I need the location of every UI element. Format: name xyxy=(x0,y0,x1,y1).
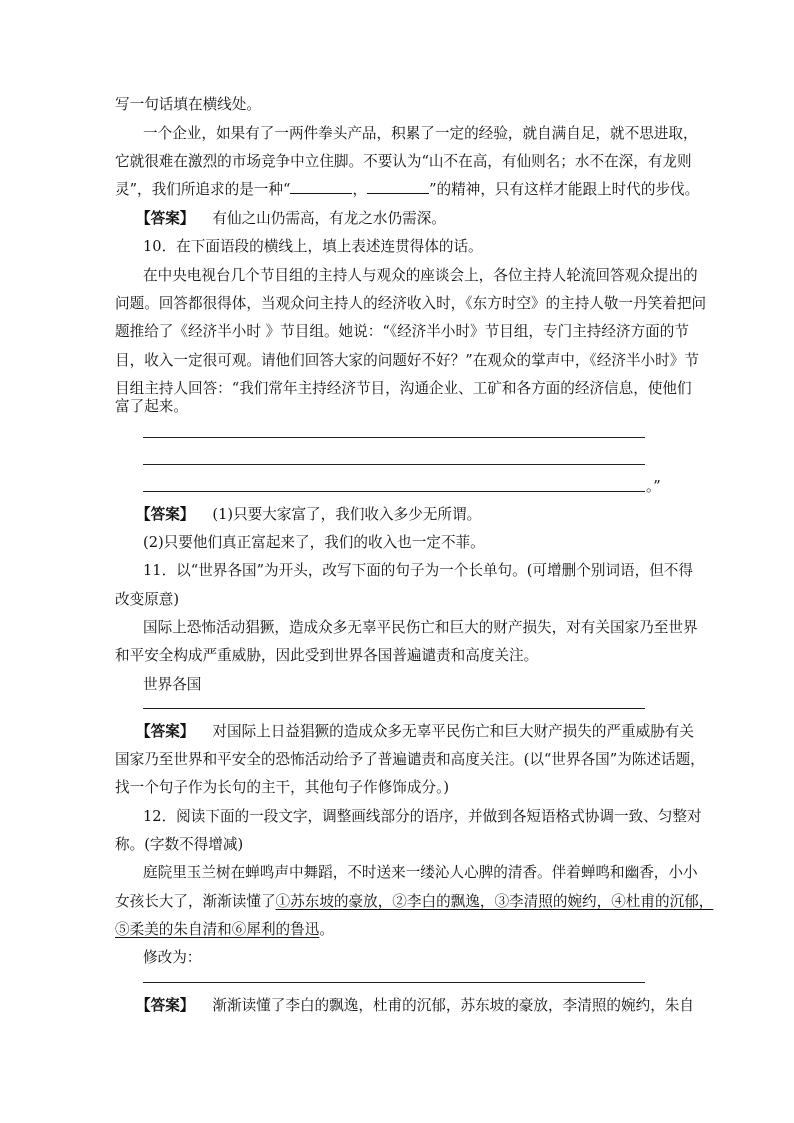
q11-answer-2: 国家乃至世界和平安全的恐怖活动给予了普遍谴责和高度关注。(以“世界各国”为陈述话题， xyxy=(115,751,705,768)
q10-paragraph-line-3: 题推给了《经济半小时 》节目组。她说：“《经济半小时》节目组，专门主持经济方面的节 xyxy=(115,323,689,340)
q10-answer-2: (2)只要他们真正富起来了，我们的收入也一定不菲。 xyxy=(143,534,485,551)
q12-revise-label: 修改为： xyxy=(143,949,202,966)
q12-title-line-2: 称。(字数不得增减) xyxy=(115,836,244,853)
q9-paragraph-line-2: 它就很难在激烈的市场竞争中立住脚。不要认为“山不在高，有仙则名；水不在深，有龙则 xyxy=(115,153,692,170)
q9-paragraph-line-1: 一个企业，如果有了一两件拳头产品，积累了一定的经验，就自满自足，就不思进取， xyxy=(143,125,698,142)
q10-paragraph-line-1: 在中央电视台几个节目组的主持人与观众的座谈会上，各位主持人轮流回答观众提出的 xyxy=(143,267,698,284)
q12-answer-line[interactable] xyxy=(143,982,645,983)
q9-blank-1[interactable] xyxy=(290,180,352,194)
q9-answer-line xyxy=(136,209,706,229)
q12-title-line-1: 12．阅读下面的一段文字，调整画线部分的语序，并做到各短语格式协调一致、匀整对 xyxy=(143,808,702,825)
q12-passage-line-1: 庭院里玉兰树在蝉鸣声中舞蹈，不时送来一缕沁人心脾的清香。伴着蝉鸣和幽香，小小 xyxy=(143,864,698,881)
q10-answer-line xyxy=(136,505,706,525)
q12-underlined-part-2: ⑤柔美的朱自清和⑥犀利的鲁迅 xyxy=(115,921,320,938)
q11-lead-phrase: 世界各国 xyxy=(143,676,202,693)
q10-answer-1: (1)只要大家富了，我们收入多少无所谓。 xyxy=(212,506,482,523)
q11-sentence-line-1: 国际上恐怖活动猖獗，造成众多无辜平民伤亡和巨大的财产损失，对有关国家乃至世界 xyxy=(143,619,698,636)
q9-paragraph-line-3 xyxy=(115,180,700,200)
q11-answer-1: 对国际上日益猖獗的造成众多无辜平民伤亡和巨大财产损失的严重威胁有关 xyxy=(212,723,694,740)
q10-answer-label: 【答案】 xyxy=(136,506,195,523)
q9-blank-2[interactable] xyxy=(367,180,429,194)
q11-answer-line[interactable] xyxy=(143,708,645,709)
q12-answer-text: 渐渐读懂了李白的飘逸，杜甫的沉郁，苏东坡的豪放，李清照的婉约，朱自 xyxy=(212,997,694,1014)
q12-passage-line-3 xyxy=(115,920,685,940)
q11-sentence-line-2: 和平安全构成严重威胁，因此受到世界各国普遍谴责和高度关注。 xyxy=(115,647,539,664)
q9-instruction: 写一句话填在横线处。 xyxy=(115,96,261,113)
q11-answer-label: 【答案】 xyxy=(136,723,195,740)
q10-title: 10．在下面语段的横线上，填上表述连贯得体的话。 xyxy=(143,238,483,255)
q9-answer-label: 【答案】 xyxy=(136,210,195,227)
q12-answer-line xyxy=(136,996,694,1016)
q10-paragraph-line-4: 目，收入一定很可观。请他们回答大家的问题好不好？”在观众的掌声中，《经济半小时》节 xyxy=(115,352,699,369)
q12-passage-end: 。 xyxy=(319,921,334,938)
q10-paragraph-line-5: 目组主持人回答：“我们常年主持经济节目，沟通企业、工矿和各方面的经济信息，使他们 xyxy=(115,380,692,397)
q10-answer-line-3[interactable] xyxy=(143,491,645,492)
q12-passage-line-2 xyxy=(115,892,714,912)
q11-title-line-1: 11．以“世界各国”为开头，改写下面的句子为一个长单句。(可增删个别词语，但不得 xyxy=(143,562,693,579)
q11-title-line-2: 改变原意) xyxy=(115,591,180,608)
q10-answer-line-1[interactable] xyxy=(143,437,645,438)
q10-answer-line-2[interactable] xyxy=(143,464,645,465)
q9-blank-separator: ， xyxy=(352,181,368,198)
q10-closing-quote: 。” xyxy=(646,478,661,495)
q12-passage-lead: 女孩长大了，渐渐读懂了 xyxy=(115,893,276,910)
q11-answer-3: 找一个句子作为长句的主干，其他句子作修饰成分。) xyxy=(115,779,450,796)
q12-underlined-part-1: ①苏东坡的豪放，②李白的飘逸，③李清照的婉约，④杜甫的沉郁， xyxy=(275,893,714,910)
q11-answer-line xyxy=(136,722,694,742)
q10-paragraph-line-6: 富了起来。 xyxy=(115,398,188,415)
q12-answer-label: 【答案】 xyxy=(136,997,195,1014)
q9-text-after-blanks: ”的精神，只有这样才能跟上时代的步伐。 xyxy=(429,181,700,198)
q10-paragraph-line-2: 问题。回答都很得体，当观众问主持人的经济收入时，《东方时空》的主持人敬一丹笑着把问 xyxy=(115,295,707,312)
q9-answer-text: 有仙之山仍需高，有龙之水仍需深。 xyxy=(212,210,446,227)
q9-text-before-blanks: 灵”，我们所追求的是一种“ xyxy=(115,181,291,198)
